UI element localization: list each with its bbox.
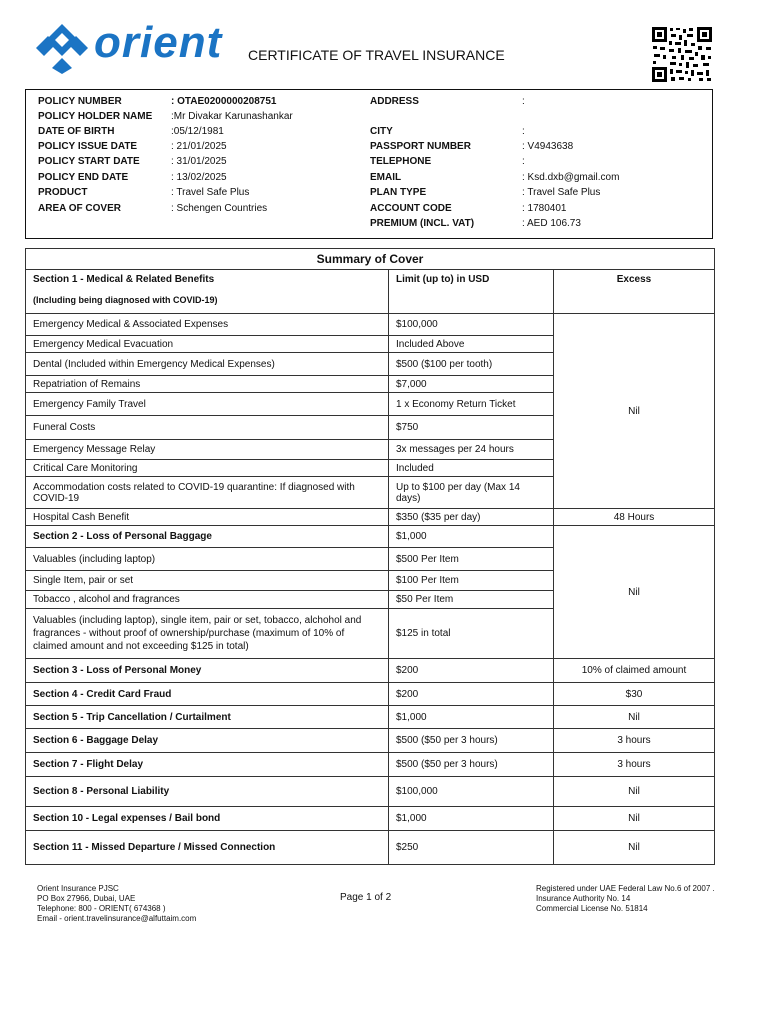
policy-row — [26, 218, 712, 232]
summary-heading: Summary of Cover — [26, 249, 715, 270]
policy-number-value: : OTAE0200000208751 — [171, 96, 277, 107]
section2-excess: Nil — [554, 526, 715, 659]
plan-type-value: : Travel Safe Plus — [522, 187, 601, 198]
cover-limit: $7,000 — [389, 376, 554, 393]
summary-of-cover-table — [25, 248, 715, 865]
cover-limit: 1 x Economy Return Ticket — [389, 393, 554, 416]
cover-limit: $1,000 — [389, 706, 554, 729]
table-row — [26, 526, 715, 548]
address-label: ADDRESS — [370, 96, 419, 107]
table-row — [26, 777, 715, 807]
product-value: : Travel Safe Plus — [171, 187, 250, 198]
brand-name: orient — [94, 18, 223, 67]
section1-subtitle: (Including being diagnosed with COVID-19) — [33, 295, 218, 305]
cover-item: Valuables (including laptop) — [26, 548, 389, 571]
footer-line: Orient Insurance PJSC — [37, 884, 119, 893]
cover-limit: $250 — [389, 831, 554, 865]
account-code-label: ACCOUNT CODE — [370, 203, 452, 214]
cover-limit: $500 Per Item — [389, 548, 554, 571]
premium-label: PREMIUM (INCL. VAT) — [370, 218, 475, 229]
issue-date-label: POLICY ISSUE DATE — [38, 141, 138, 152]
cover-limit: $200 — [389, 659, 554, 683]
section1-title: Section 1 - Medical & Related Benefits — [33, 274, 215, 285]
cover-excess: 48 Hours — [554, 509, 715, 526]
section-title: Section 5 - Trip Cancellation / Curtailment — [26, 706, 389, 729]
start-date-label: POLICY START DATE — [38, 156, 140, 167]
table-header-row — [26, 270, 715, 314]
policy-number-label: POLICY NUMBER — [38, 96, 122, 107]
policy-details-box — [25, 89, 713, 239]
end-date-label: POLICY END DATE — [38, 172, 129, 183]
policy-row — [26, 203, 712, 217]
footer-line: PO Box 27966, Dubai, UAE — [37, 894, 136, 903]
cover-excess: $30 — [554, 683, 715, 706]
premium-value: : AED 106.73 — [522, 218, 581, 229]
email-value: : Ksd.dxb@gmail.com — [522, 172, 620, 183]
cover-excess: 3 hours — [554, 753, 715, 777]
cover-limit: $350 ($35 per day) — [389, 509, 554, 526]
section1-excess: Nil — [554, 314, 715, 509]
passport-value: : V4943638 — [522, 141, 574, 152]
area-of-cover-value: : Schengen Countries — [171, 203, 268, 214]
cover-excess: Nil — [554, 831, 715, 865]
cover-item: Hospital Cash Benefit — [26, 509, 389, 526]
cover-item: Funeral Costs — [26, 416, 389, 440]
city-label: CITY — [370, 126, 393, 137]
table-row — [26, 729, 715, 753]
section-title: Section 10 - Legal expenses / Bail bond — [26, 807, 389, 831]
holder-name-label: POLICY HOLDER NAME — [38, 111, 153, 122]
excess-column-header: Excess — [554, 270, 715, 314]
cover-limit: $100,000 — [389, 314, 554, 336]
cover-limit: $200 — [389, 683, 554, 706]
policy-row — [26, 141, 712, 155]
cover-limit: $500 ($50 per 3 hours) — [389, 753, 554, 777]
cover-excess: 3 hours — [554, 729, 715, 753]
policy-row — [26, 187, 712, 201]
footer-line: Email - orient.travelinsurance@alfuttaim.com — [37, 914, 197, 923]
table-row — [26, 683, 715, 706]
cover-excess: Nil — [554, 706, 715, 729]
footer-line: Telephone: 800 - ORIENT( 674368 ) — [37, 904, 166, 913]
footer-line: Registered under UAE Federal Law No.6 of 2007 . — [536, 884, 715, 893]
cover-limit: $750 — [389, 416, 554, 440]
policy-row — [26, 156, 712, 170]
cover-limit: $500 ($100 per tooth) — [389, 353, 554, 376]
cover-item: Repatriation of Remains — [26, 376, 389, 393]
telephone-value: : — [522, 156, 525, 167]
policy-row — [26, 172, 712, 186]
plan-type-label: PLAN TYPE — [370, 187, 427, 198]
start-date-value: : 31/01/2025 — [171, 156, 227, 167]
cover-item: Emergency Family Travel — [26, 393, 389, 416]
table-row — [26, 831, 715, 865]
cover-limit: Up to $100 per day (Max 14 days) — [389, 477, 554, 509]
section-title: Section 7 - Flight Delay — [26, 753, 389, 777]
cover-limit: $1,000 — [389, 526, 554, 548]
policy-row — [26, 111, 712, 125]
dob-label: DATE OF BIRTH — [38, 126, 115, 137]
issue-date-value: : 21/01/2025 — [171, 141, 227, 152]
cover-limit: $500 ($50 per 3 hours) — [389, 729, 554, 753]
table-row — [26, 807, 715, 831]
page-number: Page 1 of 2 — [340, 892, 392, 903]
section1-title-cell — [26, 270, 389, 314]
cover-item: Single Item, pair or set — [26, 571, 389, 591]
policy-row — [26, 96, 712, 110]
email-label: EMAIL — [370, 172, 402, 183]
city-value: : — [522, 126, 525, 137]
holder-name-value: :Mr Divakar Karunashankar — [171, 111, 293, 122]
cover-limit: 3x messages per 24 hours — [389, 440, 554, 460]
table-row — [26, 753, 715, 777]
cover-item: Dental (Included within Emergency Medical Expenses) — [26, 353, 389, 376]
cover-limit: Included Above — [389, 336, 554, 353]
cover-limit: $1,000 — [389, 807, 554, 831]
section-title: Section 3 - Loss of Personal Money — [26, 659, 389, 683]
telephone-label: TELEPHONE — [370, 156, 432, 167]
limit-column-header: Limit (up to) in USD — [389, 270, 554, 314]
section-title: Section 6 - Baggage Delay — [26, 729, 389, 753]
footer-line: Insurance Authority No. 14 — [536, 894, 631, 903]
certificate-title: CERTIFICATE OF TRAVEL INSURANCE — [248, 47, 505, 63]
address-value: : — [522, 96, 525, 107]
area-of-cover-label: AREA OF COVER — [38, 203, 121, 214]
cover-item: Emergency Message Relay — [26, 440, 389, 460]
section2-title: Section 2 - Loss of Personal Baggage — [26, 526, 389, 548]
cover-limit: Included — [389, 460, 554, 477]
orient-logo-icon — [32, 22, 92, 74]
cover-excess: Nil — [554, 807, 715, 831]
section-title: Section 8 - Personal Liability — [26, 777, 389, 807]
table-row — [26, 509, 715, 526]
cover-limit: $50 Per Item — [389, 591, 554, 609]
cover-item: Tobacco , alcohol and fragrances — [26, 591, 389, 609]
qr-code-icon — [651, 26, 713, 83]
cover-item: Emergency Medical Evacuation — [26, 336, 389, 353]
policy-row — [26, 126, 712, 140]
cover-limit: $100 Per Item — [389, 571, 554, 591]
product-label: PRODUCT — [38, 187, 88, 198]
cover-item: Accommodation costs related to COVID-19 quarantine: If diagnosed with COVID-19 — [26, 477, 389, 509]
section-title: Section 4 - Credit Card Fraud — [26, 683, 389, 706]
cover-excess: 10% of claimed amount — [554, 659, 715, 683]
company-address — [37, 884, 196, 924]
cover-item: Critical Care Monitoring — [26, 460, 389, 477]
passport-label: PASSPORT NUMBER — [370, 141, 471, 152]
footer-line: Commercial License No. 51814 — [536, 904, 648, 913]
cover-item: Emergency Medical & Associated Expenses — [26, 314, 389, 336]
registration-info — [536, 884, 715, 914]
orient-logo — [32, 18, 223, 74]
table-row — [26, 659, 715, 683]
section-title: Section 11 - Missed Departure / Missed Connection — [26, 831, 389, 865]
table-row — [26, 314, 715, 336]
table-row — [26, 706, 715, 729]
account-code-value: : 1780401 — [522, 203, 567, 214]
cover-item: Valuables (including laptop), single item, pair or set, tobacco, alchohol and fragrances - without proof of ownership/purchase (maximum of 10% of claimed amount and not exceeding $125 in total) — [26, 609, 389, 659]
cover-excess: Nil — [554, 777, 715, 807]
end-date-value: : 13/02/2025 — [171, 172, 227, 183]
dob-value: :05/12/1981 — [171, 126, 224, 137]
cover-limit: $125 in total — [389, 609, 554, 659]
cover-limit: $100,000 — [389, 777, 554, 807]
